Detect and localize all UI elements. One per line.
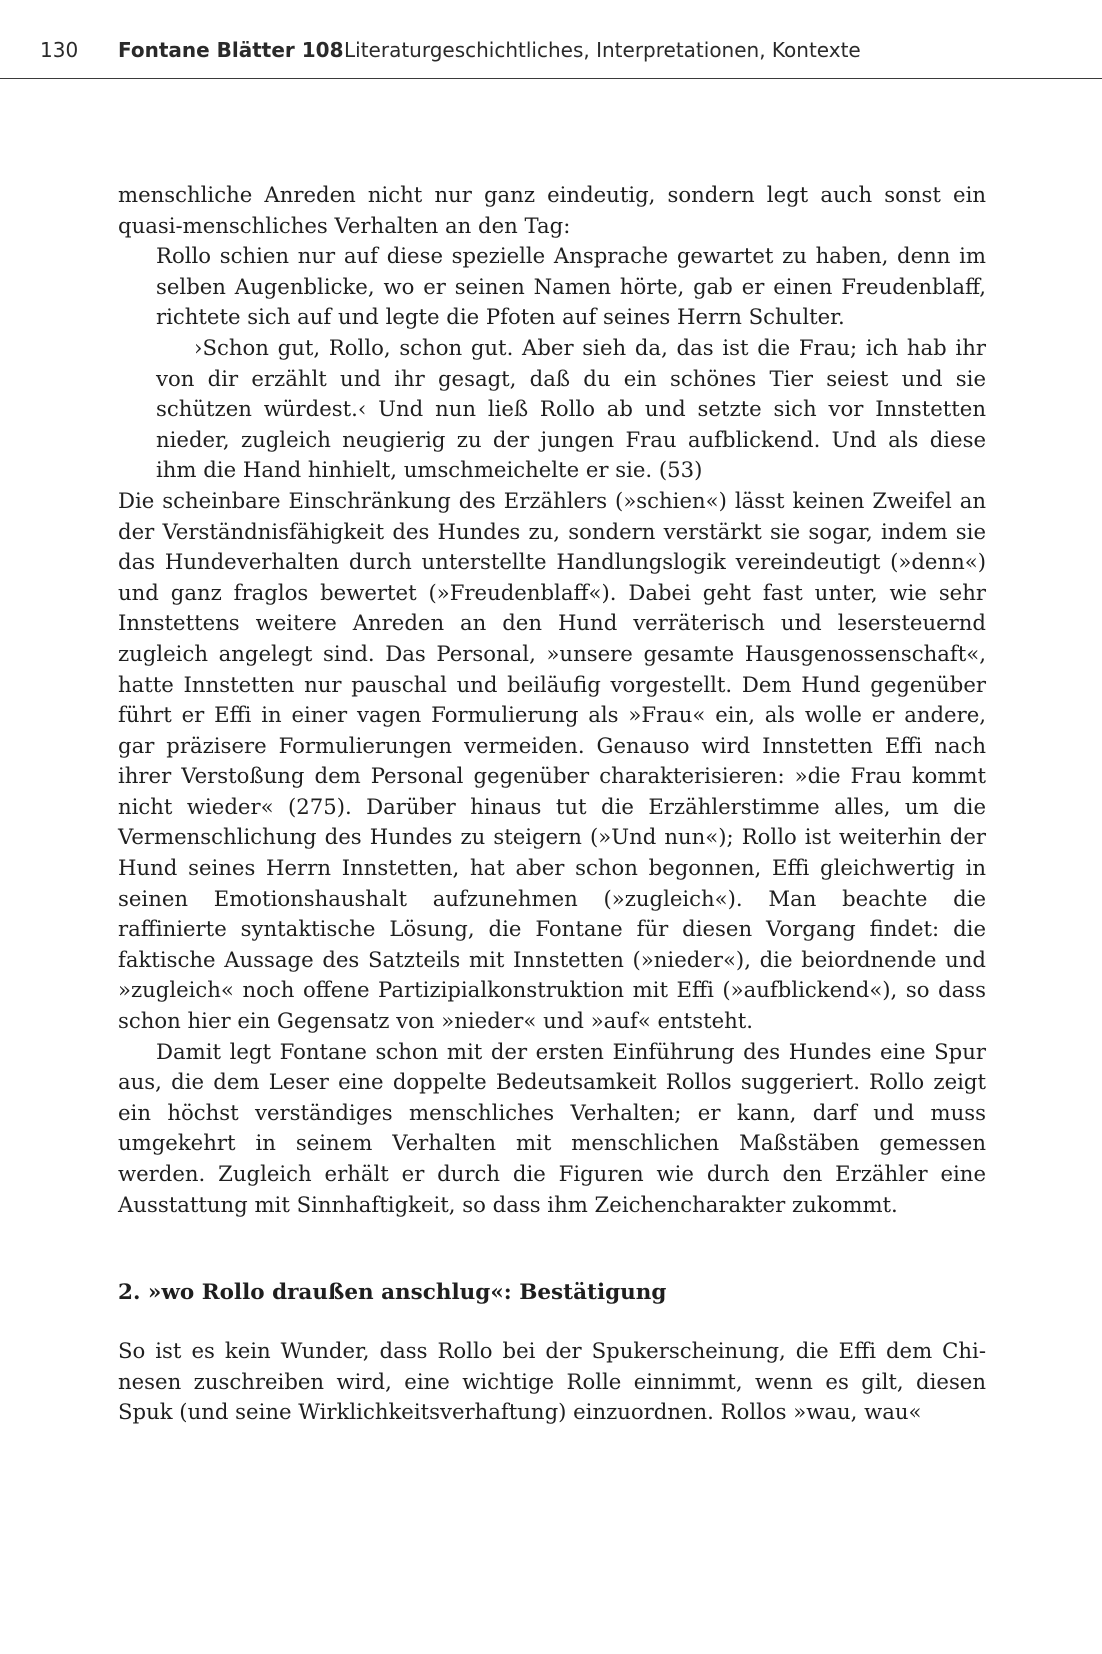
journal-title: Fontane Blätter 108 [118,38,344,62]
quote-paragraph-2: ›Schon gut, Rollo, schon gut. Aber sieh da, das ist die Frau; ich hab ihr von dir erzählt und ihr gesagt, daß du ein schönes Tier seiest und sie schützen würdest.‹ Und nun ließ Rollo ab und setzte sich vor Innstetten nieder, zugleich neugierig zu der jungen Frau aufblickend. Und als diese ihm die Hand hinhielt, umschmeichelte er sie. (53) [156,334,986,483]
paragraph-conclusion: Damit legt Fontane schon mit der ersten Einführung des Hundes eine Spur aus, die dem Leser eine doppelte Bedeutsamkeit Rollos suggeriert. Rollo zeigt ein höchst verständiges menschliches Verhalten; er kann, darf und muss umgekehrt in seinem Verhalten mit menschlichen Maßstäben gemessen werden. Zugleich erhält er durch die Figuren wie durch den Erzähler eine Ausstattung mit Sinnhaftigkeit, so dass ihm Zeichencharakter zukommt. [118,1038,986,1217]
body-text [118,180,986,1428]
page-number: 130 [40,38,79,62]
paragraph-intro: menschliche Anreden nicht nur ganz eindeutig, sondern legt auch sonst ein quasi-menschliches Verhalten an den Tag: [118,182,986,238]
running-header [0,28,1102,79]
section-title: Literaturgeschichtliches, Interpretationen, Kontexte [344,38,861,62]
block-quote [156,241,986,486]
paragraph-section-2: So ist es kein Wunder, dass Rollo bei der Spukerscheinung, die Effi dem Chinesen zuschreiben wird, eine wichtige Rolle einnimmt, wenn es gilt, diesen Spuk (und seine Wirklichkeitsverhaftung) einzuordnen. Rollos »wau, wau« [118,1338,986,1425]
paragraph-analysis: Die scheinbare Einschränkung des Erzählers (»schien«) lässt keinen Zweifel an der Verständnisfähigkeit des Hundes zu, sondern verstärkt sie sogar, indem sie das Hundeverhalten durch unterstellte Handlungslogik vereindeutigt (»denn«) und ganz fraglos bewertet (»Freudenblaff«). Dabei geht fast unter, wie sehr Innstettens weitere Anreden an den Hund verräterisch und lesersteuernd zugleich angelegt sind. Das Personal, »unsere gesamte Hausgenossenschaft«, hatte Innstetten nur pauschal und beiläufig vorgestellt. Dem Hund gegenüber führt er Effi in einer vagen Formulierung als »Frau« ein, als wolle er andere, gar präzisere Formulierungen vermeiden. Genauso wird Innstetten Effi nach ihrer Verstoßung dem Personal gegenüber charakterisieren: »die Frau kommt nicht wieder« (275). Darüber hinaus tut die Erzählerstimme alles, um die Vermenschlichung des Hundes zu steigern (»Und nun«); Rollo ist weiterhin der Hund seines Herrn Innstetten, hat aber schon begonnen, Effi gleichwertig in seinen Emotionshaushalt aufzunehmen (»zugleich«). Man beachte die raffinierte syntaktische Lösung, die Fontane für diesen Vorgang findet: die faktische Aussage des Satzteils mit Innstetten (»nieder«), die beiordnende und »zugleich« noch offene Partizipialkonstruktion mit Effi (»aufblickend«), so dass schon hier ein Gegensatz von »nieder« und »auf« entsteht. [118,487,986,1034]
section-heading-2: 2. »wo Rollo draußen anschlug«: Bestätigung [118,1280,667,1306]
quote-paragraph-1: Rollo schien nur auf diese spezielle Ansprache gewartet zu haben, denn im selben Augenblicke, wo er seinen Namen hörte, gab er einen Freudenblaff, richtete sich auf und legte die Pfoten auf seines Herrn Schulter. [156,243,986,330]
